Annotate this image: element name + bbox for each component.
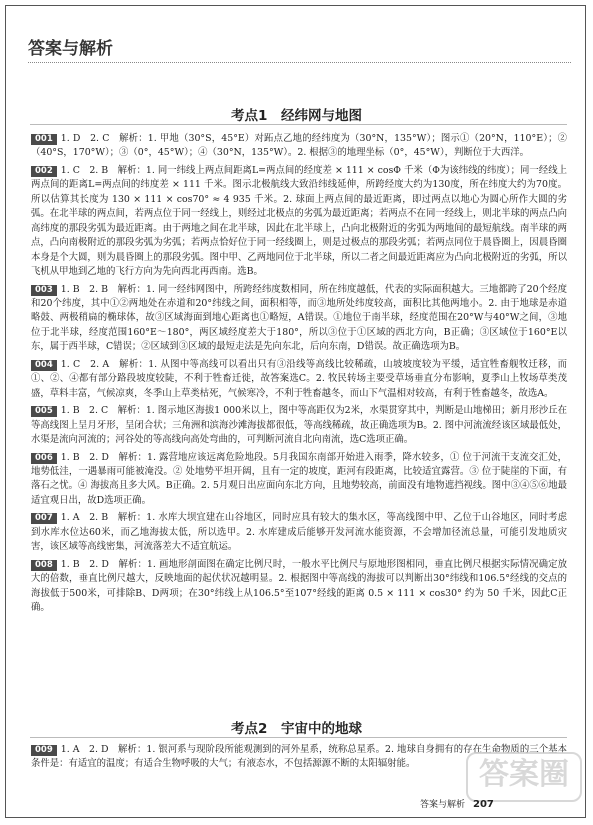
answer-text: 1. B 2. D 解析：1. 画地形剖面图在确定比例尺时，一般水平比例尺与原地形图相同，垂直比例尺根据实际情况确定放大的倍数，垂直比例尺越大，反映地面的起伏状况越明显。2. 根据图中等高线的海拔可以判断出30°纬线和106.5°经线的交点的海拔低于500米，可排除B、D两项；在30°纬线上从106.5°至107°经线的距离 0.5 × 111 × cos30° 约为 50 千米，因此C正确。: [31, 558, 567, 614]
answer-text: 1. B 2. C 解析：1. 图示地区海拔1 000米以上，图中等高距仅为2米，水渠贯穿其中，判断是山地梯田；新月形沙丘在等高线图上呈月牙形，呈闭合状；三角洲和滨海沙滩海拔都很低，等高线稀疏，故正确选项为B。2. 图中河流流经该区域最低处，水渠是流向河流的；河谷处的等高线向高处弯曲的，可判断河流自北向南流，选C选项正确。: [31, 405, 567, 446]
answer-text: 1. C 2. A 解析：1. 从图中等高线可以看出只有③沿线等高线比较稀疏，山坡坡度较为平缓，适宜牲畜舰牧迁移，而①、②、④都有部分路段坡度较陡，不利于牲畜迁徙，故答案选C。2. 牧民转场主要受草场垂直分布影响，夏季山上牧场草类茂盛，草料丰富，气候凉爽，冬季山上草类枯死，气候寒冷，不利于牲畜越冬，而山下气温相对较高，有利于牲畜越冬，故选A。: [31, 358, 567, 399]
question-number: 003: [31, 285, 57, 296]
answer-item: [31, 404, 567, 447]
page-number: 207: [473, 799, 494, 810]
question-number: 006: [31, 453, 57, 464]
watermark-logo: 答案圈: [466, 752, 582, 802]
answer-item: [31, 511, 567, 554]
question-number: 004: [31, 360, 57, 371]
section-divider-2: [30, 737, 567, 738]
question-number: 007: [31, 513, 57, 524]
answer-item: [31, 132, 567, 161]
question-number: 002: [31, 166, 57, 177]
page-footer: [420, 797, 494, 810]
question-number: 008: [31, 560, 57, 571]
answer-item: [31, 358, 567, 401]
answer-text: 1. D 2. C 解析：1. 甲地（30°S，45°E）对跖点乙地的经纬度为（30°N，135°W）；图示①（20°N，110°E）；②（40°S，170°W）；③（0°，45°W）；④（30°N，135°W）。2. 根据③的地理坐标（0°，45°W），判断位于大西洋。: [31, 133, 567, 159]
page-header-title: 答案与解析: [28, 39, 113, 59]
section-title-2: 考点2 宇宙中的地球: [231, 721, 362, 737]
question-number: 001: [31, 134, 57, 145]
answer-item: [31, 451, 567, 509]
section-title-1: 考点1 经纬网与地图: [231, 108, 362, 124]
answer-item: [31, 558, 567, 616]
section-divider-1: [30, 124, 567, 125]
answer-item: [31, 164, 567, 280]
answer-item: [31, 283, 567, 355]
answer-text: 1. A 2. D 解析：1. 银河系与现阶段所能观测到的河外星系，统称总星系。2. 地球自身拥有的存在生命物质的三个基本条件是：有适宜的温度；有适合生物呼吸的大气；有液态水，不包括源源不断的太阳辐射能。: [31, 744, 567, 770]
answer-text: 1. B 2. B 解析：1. 同一经纬网图中，所跨经纬度数相同，所在纬度越低，代表的实际面积越大。三地都跨了20个经度和20个纬度，其中①②两地处在赤道和20°纬线之间，面积相等，而③地所处纬度较高，面积比其他两地小。2. 由于地球是赤道略鼓、两极稍扁的椭球体，故③区域海面到地心距离也①略短，A错误。①地位于南半球，经度范围在20°W与40°W之间，③地位于北半球，经度范围160°E～180°，两区域经度差大于180°，所以③位于①区域的西北方向，B正确；③区域位于160°E以东，属于西半球，C错误；②区域到③区域的最短走法是先向东北，后向东南，D错误。故正确选项为B。: [31, 283, 567, 353]
question-number: 009: [31, 745, 57, 756]
answer-list: [31, 132, 567, 619]
question-number: 005: [31, 406, 57, 417]
header-divider: [28, 62, 571, 63]
answer-text: 1. C 2. B 解析：1. 同一纬线上两点间距离L=两点间的经度差 × 111 × cosΦ 千米（Φ为该纬线的纬度）；同一经线上两点间的距离L=两点间的纬度差 × 111 千米。图示北极航线大致沿纬线延伸，所跨经度大约为130度，所在纬度大约为70度。所以估算其长度为 130 × 111 × cos70° ≈ 4 935 千米。2. 球面上两点间的最近距离，即过两点以地心为圆心所作大圆的劣弧。在北半球的两点间，若两点位于同一经线上，则经过北极点的劣弧为最近距离；若两点不在同一经线上，则北半球的两点凸向高纬度的那段劣弧为最近距离。由于两地之间在北半球，因此在北半球上，凸向北极附近的劣弧为两地间的最短航线。南半球的两点，凸向南极附近的那段劣弧为劣弧；若两点恰好位于同一经线圈上，则是过极点的那段劣弧；若两点同位于晨昏圈上，因晨昏圈本身是个大圆，则为晨昏圈上的那段劣弧。图中甲、乙两地同位于北半球，所以二者之间最近距离应为凸向北极附近的劣弧，所以飞机从甲地到乙地的飞行方向为先向西北再西南。选B。: [31, 164, 567, 278]
answer-text: 1. B 2. D 解析：1. 露营地应该远离危险地段。5月我国东南部开始进入雨季，降水较多，① 位于河流干支流交汇处，地势低洼，一遇暴雨可能被淹没。② 处地势平坦开阔，且有一定的坡度，距河有段距离，比较适宜露营。③ 位于陡崖的下面，有落石之忧。④ 海拔高且多大风。B正确。2. 5月观日出应面向东北方向，且地势较高，前面没有地物遮挡视线。图中③④⑤⑥地最适宜观日出，故D选项正确。: [31, 451, 567, 506]
answer-text: 1. A 2. B 解析：1. 水库大坝宜建在山谷地区，同时应具有较大的集水区，等高线图中甲、乙位于山谷地区，同时考虑到水库水位达60米，而乙地海拔太低，所以选甲。2. 水库建成后能够开发河流水能资源，不会增加径流总量，可能引发地质灾害，该区域等高线密集，河流落差大不适宜航运。: [31, 512, 567, 553]
footer-label: 答案与解析: [420, 800, 466, 810]
